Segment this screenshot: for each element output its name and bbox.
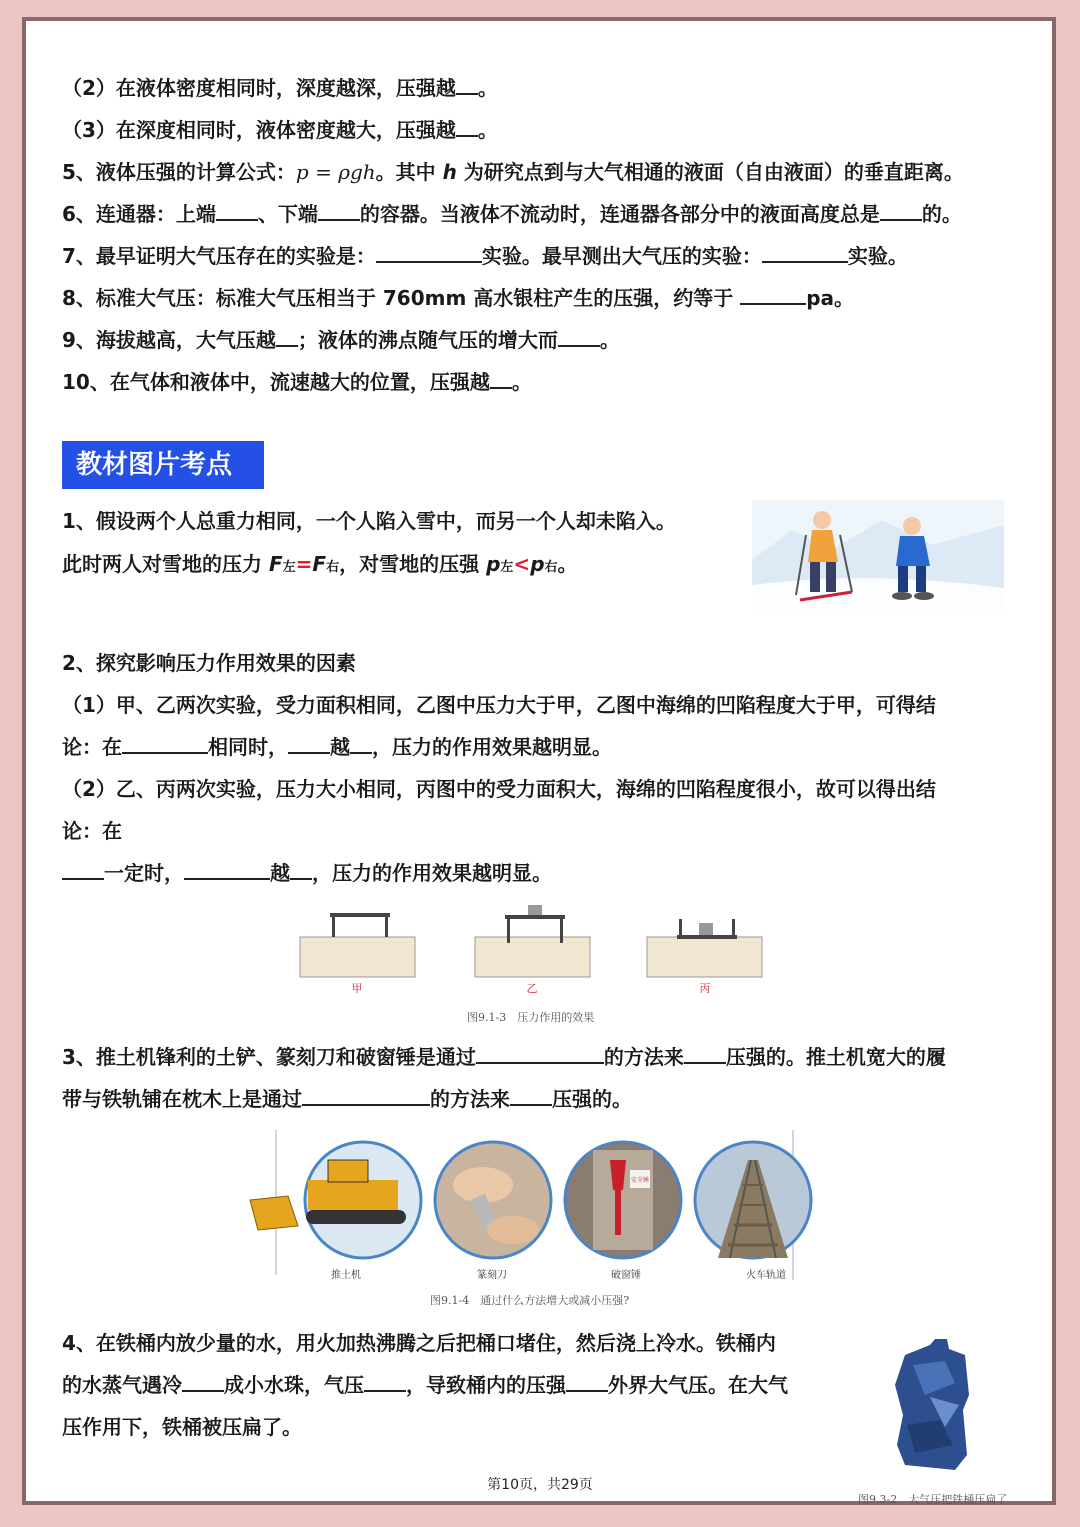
text: 成小水珠，气压 xyxy=(224,1373,364,1397)
figure-label-c: 丙 xyxy=(699,982,711,995)
text: 的方法来 xyxy=(603,1045,684,1069)
sponge-table-a xyxy=(300,913,415,995)
text: ，导致桶内的压强 xyxy=(406,1373,566,1397)
item-4-2 xyxy=(62,75,498,101)
window-breaker-hammer-icon xyxy=(565,1142,681,1258)
figure-caption: 图9.1-4 通过什么方法增大或减小压强? xyxy=(430,1294,630,1307)
answer-blank[interactable] xyxy=(364,1372,406,1392)
answer-blank[interactable] xyxy=(288,734,330,754)
q2-p1-line1: （1）甲、乙两次实验，受力面积相同，乙图中压力大于甲，乙图中海绵的凹陷程度大于甲，可得结 xyxy=(62,693,936,717)
answer-blank[interactable] xyxy=(302,1086,430,1106)
answer-blank[interactable] xyxy=(566,1372,608,1392)
text: ，对雪地的压强 xyxy=(339,552,487,576)
text: 实验。最早测出大气压的实验： xyxy=(481,244,762,268)
text: 实验。 xyxy=(847,244,908,268)
text: ，压力的作用效果越明显。 xyxy=(312,861,552,885)
text: 越 xyxy=(270,861,290,885)
answer-blank[interactable] xyxy=(122,734,208,754)
pressure-effect-figure xyxy=(295,905,775,1020)
q4-line1: 4、在铁桶内放少量的水，用火加热沸腾之后把桶口堵住，然后浇上冷水。铁桶内 xyxy=(62,1331,776,1355)
text: 此时两人对雪地的压力 xyxy=(62,552,269,576)
answer-blank[interactable] xyxy=(490,369,512,389)
subscript-left: 左 xyxy=(500,560,514,575)
answer-blank[interactable] xyxy=(740,285,806,305)
page-footer: 第10页，共29页 xyxy=(487,1477,593,1493)
variable-p: p xyxy=(486,552,501,576)
item-5 xyxy=(62,159,964,185)
pressure-formula: p = ρgh xyxy=(295,160,376,184)
variable-p: p xyxy=(530,552,545,576)
item-6 xyxy=(62,201,962,227)
q2-p2-line1: （2）乙、丙两次实验，压力大小相同，丙图中的受力面积大，海绵的凹陷程度很小，故可以得出结 xyxy=(62,777,936,801)
answer-equals: = xyxy=(295,552,313,576)
pressure-methods-figure xyxy=(248,1130,828,1280)
q3-line2 xyxy=(62,1086,632,1112)
item-4-3 xyxy=(62,117,498,143)
railway-track-icon xyxy=(695,1142,811,1258)
item-7 xyxy=(62,243,908,269)
subscript-right: 右 xyxy=(326,560,340,575)
figure-label-hammer: 破窗锤 xyxy=(611,1270,641,1280)
answer-blank[interactable] xyxy=(456,75,478,95)
item-10 xyxy=(62,369,532,395)
q2-title: 2、探究影响压力作用效果的因素 xyxy=(62,651,356,675)
text: （3）在深度相同时，液体密度越大，压强越 xyxy=(62,118,456,142)
crushed-bucket-icon xyxy=(885,1335,980,1485)
text: 论：在 xyxy=(62,735,122,759)
variable-h: h xyxy=(442,160,457,184)
answer-blank[interactable] xyxy=(762,243,848,263)
sponge-table-b xyxy=(475,905,590,995)
answer-blank[interactable] xyxy=(62,860,104,880)
variable-F: F xyxy=(268,552,283,576)
text: 越 xyxy=(330,735,350,759)
q3-line1 xyxy=(62,1044,946,1070)
text: 的容器。当液体不流动时，连通器各部分中的液面高度总是 xyxy=(359,202,880,226)
figure-caption: 图9.3-2 大气压把铁桶压扁了 xyxy=(858,1493,1008,1506)
text: 3、推土机锋利的土铲、篆刻刀和破窗锤是通过 xyxy=(62,1045,476,1069)
q2-p2-line2: 论：在 xyxy=(62,819,122,843)
q1-line1: 1、假设两个人总重力相同，一个人陷入雪中，而另一个人却未陷入。 xyxy=(62,509,676,533)
answer-blank[interactable] xyxy=(216,201,258,221)
item-8 xyxy=(62,285,854,311)
text: 。 xyxy=(477,76,498,100)
text: 7、最早证明大气压存在的实验是： xyxy=(62,244,376,268)
text: 10、在气体和液体中，流速越大的位置，压强越 xyxy=(62,370,490,394)
text: 的水蒸气遇冷 xyxy=(62,1373,182,1397)
answer-blank[interactable] xyxy=(376,243,482,263)
item-9 xyxy=(62,327,620,353)
answer-blank[interactable] xyxy=(184,860,270,880)
answer-blank[interactable] xyxy=(318,201,360,221)
text: ；液体的沸点随气压的增大而 xyxy=(297,328,558,352)
answer-blank[interactable] xyxy=(476,1044,604,1064)
answer-blank[interactable] xyxy=(350,734,372,754)
q4-line3: 压作用下，铁桶被压扁了。 xyxy=(62,1415,302,1439)
figure-label-b: 乙 xyxy=(526,982,538,995)
answer-blank[interactable] xyxy=(684,1044,726,1064)
answer-blank[interactable] xyxy=(276,327,298,347)
answer-less-than: < xyxy=(513,552,531,576)
text: 。 xyxy=(477,118,498,142)
text: 压强的。推土机宽大的履 xyxy=(725,1045,946,1069)
answer-blank[interactable] xyxy=(558,327,600,347)
text: 、下端 xyxy=(257,202,318,226)
q2-p1-line2 xyxy=(62,734,612,760)
answer-blank[interactable] xyxy=(456,117,478,137)
figure-label-knife: 篆刻刀 xyxy=(477,1270,507,1280)
text: 8、标准大气压：标准大气压相当于 760mm 高水银柱产生的压强，约等于 xyxy=(62,286,741,310)
q2-p2-line3 xyxy=(62,860,552,886)
snow-people-illustration xyxy=(752,500,1004,610)
figure-label-bulldozer: 推土机 xyxy=(331,1270,361,1280)
hammer-sign-text: 安全锤 xyxy=(630,1177,650,1184)
text: 的方法来 xyxy=(430,1087,510,1111)
q1-line2 xyxy=(62,551,578,581)
figure-caption: 图9.1-3 压力作用的效果 xyxy=(467,1011,595,1024)
text: 带与铁轨铺在枕木上是通过 xyxy=(62,1087,302,1111)
text: 。 xyxy=(599,328,620,352)
text: 9、海拔越高，大气压越 xyxy=(62,328,276,352)
text: 。 xyxy=(511,370,532,394)
subscript-left: 左 xyxy=(282,560,296,575)
text: 为研究点到与大气相通的液面（自由液面）的垂直距离。 xyxy=(456,160,964,184)
text: 压强的。 xyxy=(552,1087,632,1111)
answer-blank[interactable] xyxy=(290,860,312,880)
text: 6、连通器：上端 xyxy=(62,202,216,226)
text: 5、液体压强的计算公式： xyxy=(62,160,296,184)
figure-label-a: 甲 xyxy=(351,982,363,995)
figure-label-track: 火车轨道 xyxy=(746,1270,786,1280)
q4-line2 xyxy=(62,1372,788,1398)
text: 外界大气压。在大气 xyxy=(608,1373,788,1397)
subscript-right: 右 xyxy=(544,560,558,575)
text: pa。 xyxy=(806,286,855,310)
text: （2）在液体密度相同时，深度越深，压强越 xyxy=(62,76,456,100)
answer-blank[interactable] xyxy=(880,201,922,221)
engraving-knife-icon xyxy=(435,1142,551,1258)
text: 的。 xyxy=(921,202,962,226)
text: 。其中 xyxy=(375,160,443,184)
text: ，压力的作用效果越明显。 xyxy=(372,735,612,759)
text: 相同时， xyxy=(208,735,288,759)
text: 。 xyxy=(557,552,578,576)
answer-blank[interactable] xyxy=(510,1086,552,1106)
section-title: 教材图片考点 xyxy=(62,441,264,489)
sponge-table-c xyxy=(647,919,762,995)
answer-blank[interactable] xyxy=(182,1372,224,1392)
variable-F: F xyxy=(312,552,327,576)
text: 一定时， xyxy=(104,861,184,885)
page-frame xyxy=(22,17,1056,1505)
